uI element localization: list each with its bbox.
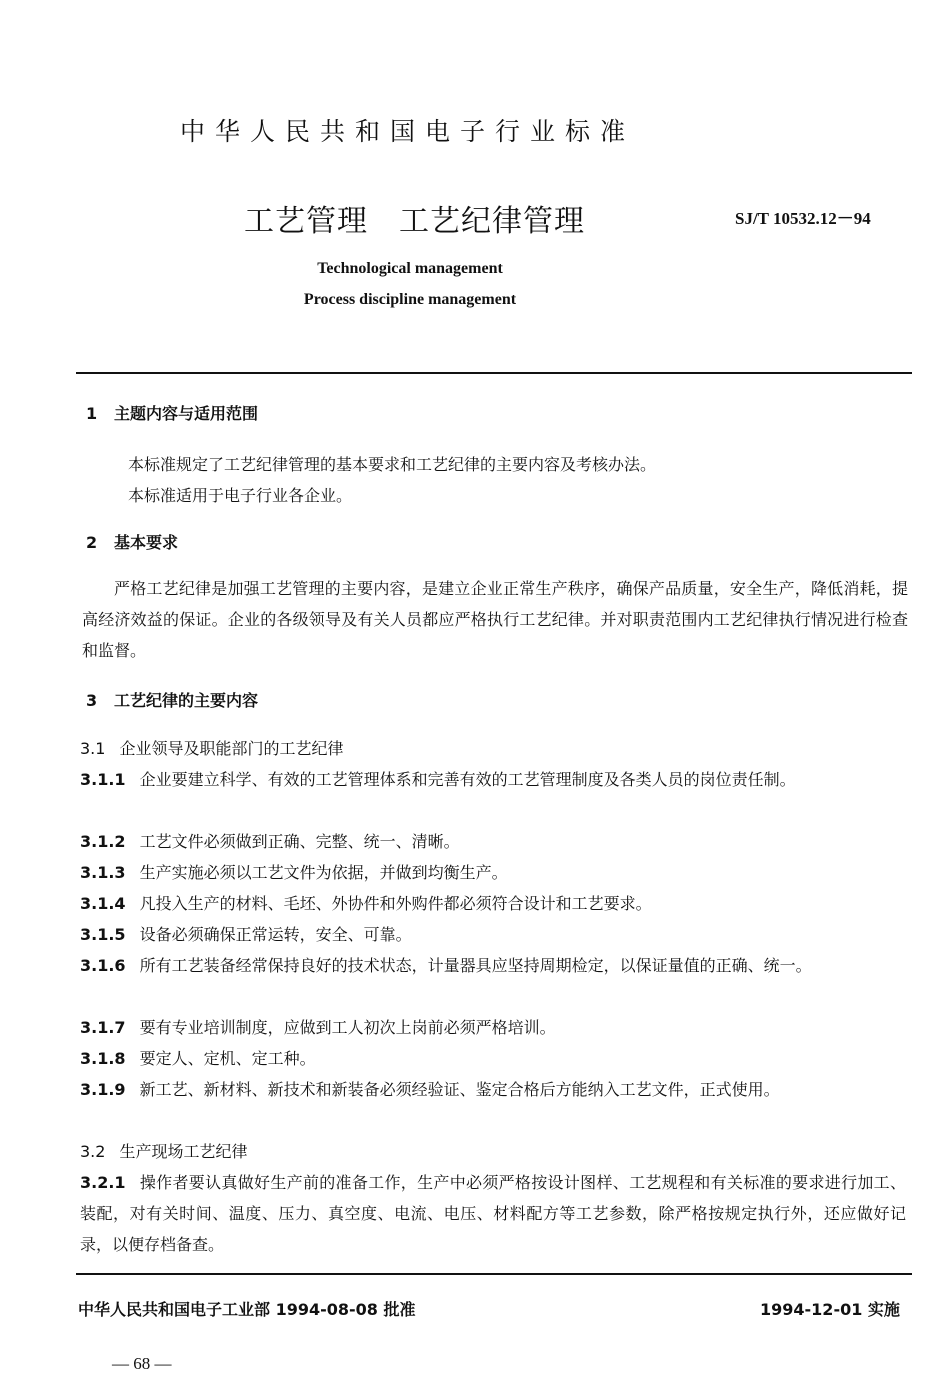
clause-text: 凡投入生产的材料、毛坯、外协件和外购件都必须符合设计和工艺要求。 [139,894,652,913]
clause-item [80,919,906,950]
clause-number: 3.1 [80,739,106,758]
clause-text: 操作者要认真做好生产前的准备工作，生产中必须严格按设计图样、工艺规程和有关标准的要求进行加工、装配，对有关时间、温度、压力、真空度、电流、电压、材料配方等工艺参数，除严格按规定执行外，还应做好记录，以便存档备查。 [80,1173,906,1254]
clause-number: 3.1.9 [80,1080,126,1099]
clause-number: 3.1.1 [80,770,126,789]
clause-item [80,1012,906,1043]
clause-number: 3.1.5 [80,925,126,944]
clause-text: 工艺文件必须做到正确、完整、统一、清晰。 [139,832,460,851]
section-number: 2 [86,533,98,552]
header-divider [76,372,912,374]
clause-number: 3.1.7 [80,1018,126,1037]
clause-number: 3.1.4 [80,894,126,913]
clause-number: 3.1.6 [80,956,126,975]
clause-number: 3.2.1 [80,1173,126,1192]
section-1-heading [86,401,258,424]
clause-number: 3.1.3 [80,863,126,882]
section-3-heading [86,688,258,711]
clause-text: 新工艺、新材料、新技术和新装备必须经验证、鉴定合格后方能纳入工艺文件，正式使用。 [139,1080,780,1099]
section-2-heading [86,530,178,553]
subsection-3-2-heading [80,1136,906,1167]
english-title-line-1: Technological management [317,260,503,277]
clause-item [80,1074,906,1105]
clause-number: 3.1.8 [80,1049,126,1068]
footer-divider [76,1273,912,1275]
clause-text: 设备必须确保正常运转，安全、可靠。 [139,925,412,944]
clause-item [80,1167,906,1260]
clause-item [80,888,906,919]
document-title: 工艺管理 工艺纪律管理 [244,204,585,239]
paragraph: 本标准规定了工艺纪律管理的基本要求和工艺纪律的主要内容及考核办法。 [128,455,657,474]
clause-number: 3.1.2 [80,832,126,851]
effective-date: 1994-12-01 实施 [760,1300,900,1319]
clause-item [80,826,906,857]
issuing-body-title: 中华人民共和国电子行业标准 [180,117,636,146]
clause-item [80,1043,906,1074]
section-title: 基本要求 [114,533,179,552]
clause-text: 所有工艺装备经常保持良好的技术状态，计量器具应坚持周期检定，以保证量值的正确、统一。 [139,956,812,975]
clause-text: 要有专业培训制度，应做到工人初次上岗前必须严格培训。 [139,1018,556,1037]
approval-note: 中华人民共和国电子工业部 1994-08-08 批准 [78,1300,416,1319]
clause-text: 要定人、定机、定工种。 [139,1049,316,1068]
page-number: — 68 — [112,1354,172,1373]
clause-text: 生产实施必须以工艺文件为依据，并做到均衡生产。 [139,863,508,882]
english-title-line-2: Process discipline management [303,291,517,308]
clause-item [80,857,906,888]
section-number: 1 [86,404,98,423]
clause-item [80,764,906,795]
clause-item [80,950,906,981]
paragraph: 严格工艺纪律是加强工艺管理的主要内容，是建立企业正常生产秩序，确保产品质量，安全生产，降低消耗，提高经济效益的保证。企业的各级领导及有关人员都应严格执行工艺纪律。并对职责范围内工艺纪律执行情况进行检查和监督。 [82,579,908,660]
clause-title: 企业领导及职能部门的工艺纪律 [119,739,344,758]
section-number: 3 [86,691,98,710]
clause-text: 企业要建立科学、有效的工艺管理体系和完善有效的工艺管理制度及各类人员的岗位责任制。 [139,770,796,789]
section-title: 主题内容与适用范围 [114,404,259,423]
standard-code: SJ/T 10532.12－94 [735,209,871,228]
clause-title: 生产现场工艺纪律 [119,1142,248,1161]
section-title: 工艺纪律的主要内容 [114,691,259,710]
subsection-3-1-heading [80,733,906,764]
paragraph: 本标准适用于电子行业各企业。 [128,486,353,505]
clause-number: 3.2 [80,1142,106,1161]
